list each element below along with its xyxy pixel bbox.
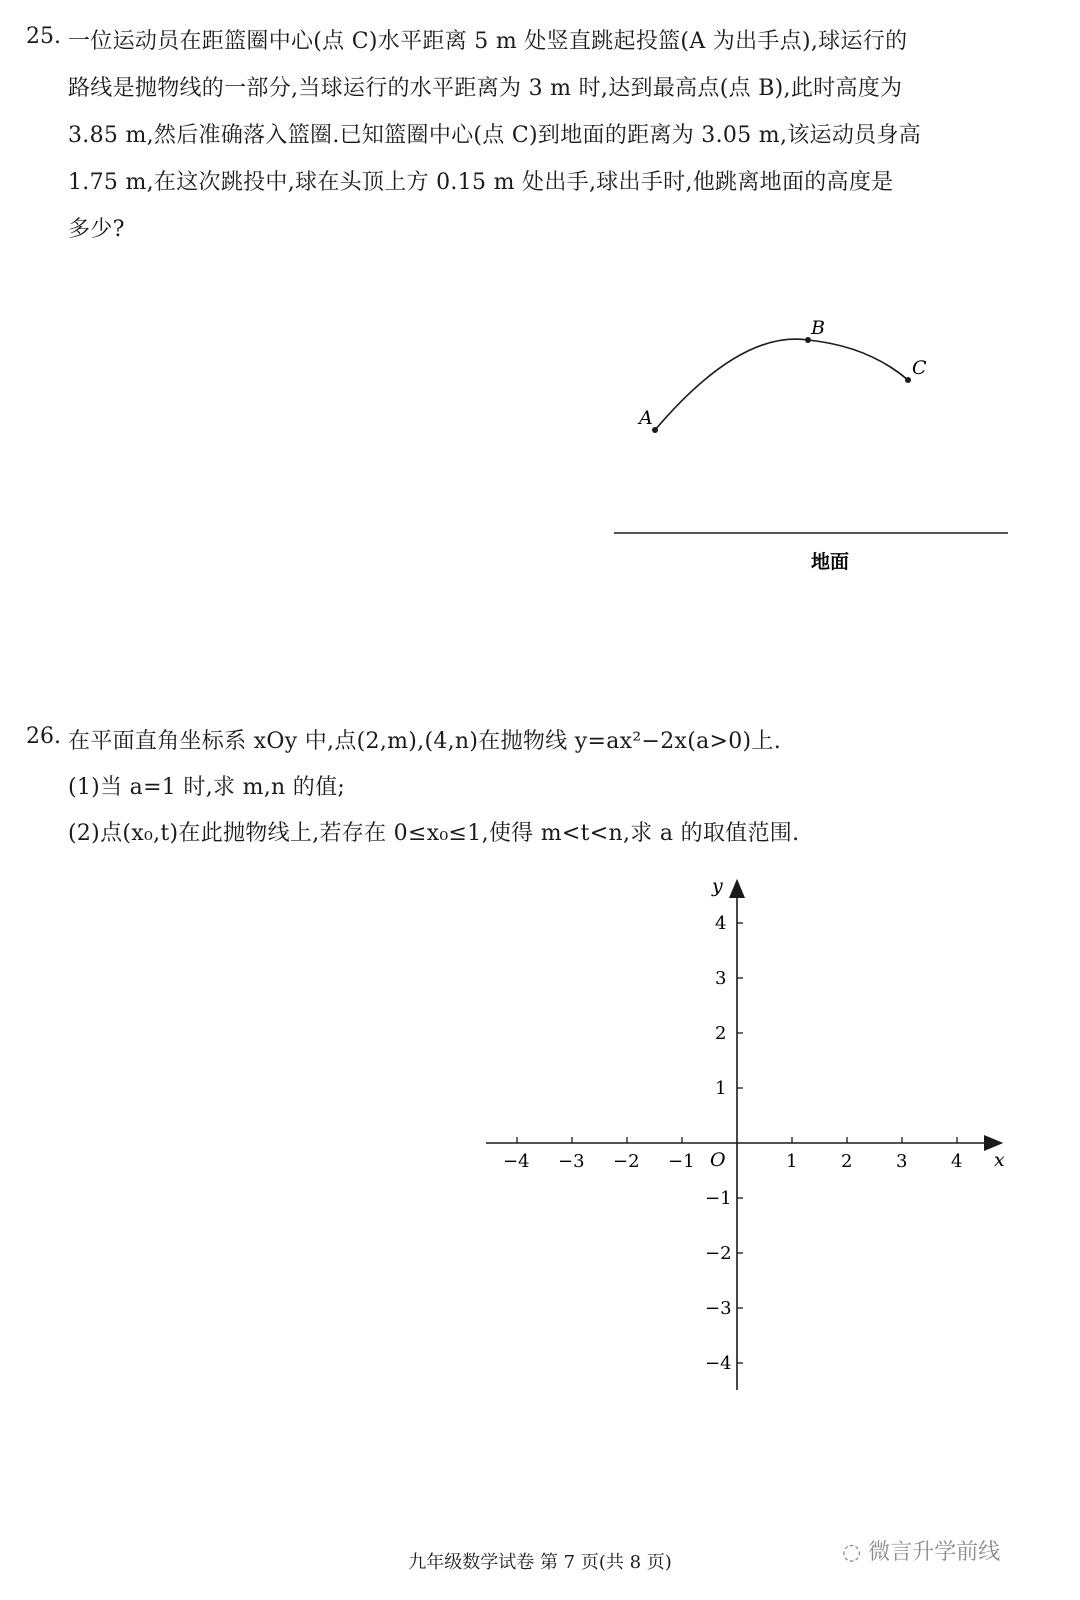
question-number: 26.	[26, 724, 61, 749]
watermark-text: 微言升学前线	[868, 1540, 1001, 1565]
x-tick-label: 1	[786, 1151, 798, 1172]
x-tick-label: 4	[951, 1151, 963, 1172]
y-tick-label: 3	[715, 968, 727, 989]
question-text-line: 3.85 m,然后准确落入篮圈.已知篮圈中心(点 C)到地面的距离为 3.05 m,该运动员身高	[68, 123, 922, 148]
question-part-2: (2)点(x₀,t)在此抛物线上,若存在 0≤x₀≤1,使得 m<t<n,求 a 的取值范围.	[68, 821, 800, 846]
wechat-icon: ◌	[842, 1540, 862, 1565]
origin-label: O	[710, 1149, 726, 1171]
y-tick-label: 2	[715, 1023, 727, 1044]
basketball-trajectory-figure	[600, 300, 1020, 590]
question-text-line: 路线是抛物线的一部分,当球运行的水平距离为 3 m 时,达到最高点(点 B),此时高度为	[68, 76, 903, 101]
watermark	[842, 1535, 1000, 1566]
y-tick-label: 4	[715, 913, 727, 934]
y-tick-label: −2	[705, 1243, 732, 1264]
page-footer: 九年级数学试卷 第 7 页(共 8 页)	[408, 1552, 672, 1573]
y-tick-label: −3	[705, 1298, 732, 1319]
question-text-line: 在平面直角坐标系 xOy 中,点(2,m),(4,n)在抛物线 y=ax²−2x(a>0)上.	[68, 729, 782, 754]
coordinate-plane	[470, 870, 1030, 1410]
y-axis-label: y	[712, 875, 723, 897]
x-tick-label: 2	[841, 1151, 853, 1172]
x-tick-label: 3	[896, 1151, 908, 1172]
question-number: 25.	[26, 24, 61, 49]
y-tick-label: 1	[715, 1078, 727, 1099]
question-text-line: 1.75 m,在这次跳投中,球在头顶上方 0.15 m 处出手,球出手时,他跳离地面的高度是	[68, 170, 894, 195]
trajectory-curve	[655, 339, 908, 430]
x-tick-label: −2	[613, 1151, 640, 1172]
question-text-line: 一位运动员在距篮圈中心(点 C)水平距离 5 m 处竖直跳起投篮(A 为出手点),球运行的	[68, 29, 908, 54]
point-a-label: A	[639, 407, 653, 429]
point-b-label: B	[811, 317, 825, 339]
x-axis-label: x	[994, 1149, 1005, 1171]
point-a-dot	[652, 427, 658, 433]
x-tick-label: −4	[503, 1151, 530, 1172]
y-tick-label: −1	[705, 1188, 732, 1209]
y-tick-label: −4	[705, 1353, 732, 1374]
point-c-dot	[905, 377, 911, 383]
point-c-label: C	[912, 357, 927, 379]
x-tick-label: −1	[668, 1151, 695, 1172]
question-text-line: 多少?	[68, 217, 125, 242]
x-tick-label: −3	[558, 1151, 585, 1172]
question-part-1: (1)当 a=1 时,求 m,n 的值;	[68, 775, 346, 800]
ground-label: 地面	[811, 551, 850, 573]
